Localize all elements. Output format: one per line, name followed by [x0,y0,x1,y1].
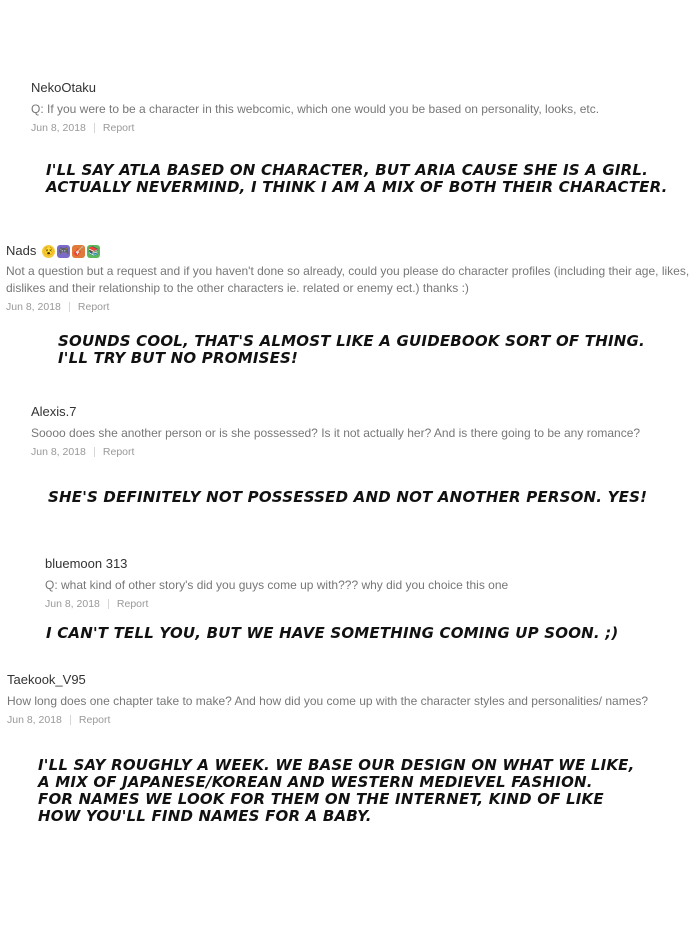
author-reply: SHE'S DEFINITELY NOT POSSESSED AND NOT ANOTHER PERSON. YES! [48,488,648,506]
comment [6,243,696,314]
comment [7,672,697,727]
comment-username[interactable]: Taekook_V95 [7,672,86,687]
comment-meta [6,300,696,314]
comment [31,404,691,459]
comment-date: Jun 8, 2018 [31,446,86,458]
guitar-icon: 🎸 [73,245,85,256]
comment-text: Q: what kind of other story's did you guys come up with??? why did you choice this one [45,578,509,592]
comment-date: Jun 8, 2018 [7,714,62,726]
comment-date: Jun 8, 2018 [6,301,61,313]
meta-divider [94,447,95,457]
report-link[interactable]: Report [102,122,135,134]
author-reply: SOUNDS COOL, THAT'S ALMOST LIKE A GUIDEBOOK SORT OF THING. I'LL TRY BUT NO PROMISES! [58,332,645,367]
comment-meta [31,445,691,459]
meta-divider [70,715,71,725]
comment-username[interactable]: Nads 😵 🎮 🎸 📚 [6,243,100,258]
comment-text: Q: If you were to be a character in this webcomic, which one would you be based on personality, looks, etc. [31,102,600,116]
comment-username[interactable]: NekoOtaku [31,80,97,95]
author-reply: I'LL SAY ROUGHLY A WEEK. WE BASE OUR DESIGN ON WHAT WE LIKE, A MIX OF JAPANESE/KOREAN AND WESTERN MEDIEVEL FASHION. FOR NAMES WE LOOK FOR THEM ON THE INTERNET, KIND OF LIKE HOW YOU'LL FIND NAMES FOR A BABY. [38,756,635,825]
comment-meta [7,713,697,727]
comment-meta [31,121,681,135]
author-reply: I'LL SAY ATLA BASED ON CHARACTER, BUT ARIA CAUSE SHE IS A GIRL. ACTUALLY NEVERMIND, I THINK I AM A MIX OF BOTH THEIR CHARACTER. [46,161,668,196]
game-controller-icon: 🎮 [58,245,70,256]
author-reply: I CAN'T TELL YOU, BUT WE HAVE SOMETHING COMING UP SOON. ;) [46,624,619,642]
meta-divider [94,123,95,133]
comment-date: Jun 8, 2018 [45,598,100,610]
comment-text: Soooo does she another person or is she possessed? Is it not actually her? And is there going to be any romance? [31,426,641,440]
report-link[interactable]: Report [102,446,135,458]
comment-meta [45,597,685,611]
books-icon: 📚 [88,245,100,256]
comment-date: Jun 8, 2018 [31,122,86,134]
report-link[interactable]: Report [116,598,149,610]
comment [31,80,681,135]
meta-divider [108,599,109,609]
report-link[interactable]: Report [77,301,110,313]
comment-text: Not a question but a request and if you haven't done so already, could you please do character profiles (including their age, likes, dislikes and their relationship to the other characters ie. related or enemy ect.) thanks :) [6,264,690,295]
comment-username[interactable]: Alexis.7 [31,404,77,419]
meta-divider [69,302,70,312]
report-link[interactable]: Report [78,714,111,726]
comment-text: How long does one chapter take to make? And how did you come up with the character styles and personalities/ names? [7,694,649,708]
user-badges [42,245,100,258]
dizzy-face-icon: 😵 [43,245,55,256]
comment-username[interactable]: bluemoon 313 [45,556,128,571]
comment [45,556,685,611]
